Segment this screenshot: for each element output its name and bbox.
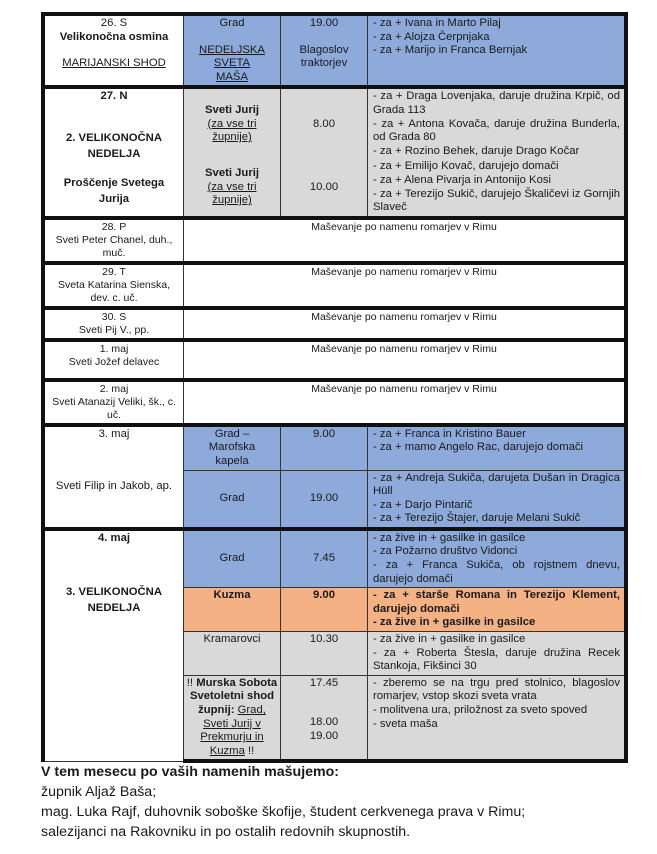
day-feast: 2. VELIKONOČNA NEDELJA [65, 131, 163, 160]
intention: - za žive in + gasilke in gasilce [373, 633, 526, 646]
intention: - za + Draga Lovenjaka, daruje družina Krpič, od Grada 113 [373, 90, 620, 116]
time: 8.00 [313, 117, 335, 130]
intentions-cell [368, 425, 627, 470]
time: 9.00 [313, 589, 335, 602]
day-feast: Sveti Pij V., pp. [78, 323, 150, 336]
day-cell [43, 14, 184, 87]
intention: - za + Antona Kovača, daruje družina Bunderla, od Grada 80 [373, 117, 620, 144]
place-note: (za vse tri župnije) [207, 180, 257, 207]
intention: - za + Rozino Behek, daruje Drago Kočar [373, 144, 580, 157]
mass-schedule-table [41, 12, 628, 763]
day-cell [43, 380, 184, 425]
intention: - za + Marijo in Franca Bernjak [373, 44, 528, 57]
day-row-may-3 [43, 425, 626, 470]
time: 10.30 [309, 633, 339, 646]
intention: - za + Roberta Štesla, daruje družina Recek Stankoja, Fikšinci 30 [373, 646, 620, 673]
day-row-may-2 [43, 380, 626, 425]
time-note: traktorjev [300, 57, 348, 70]
mass-note: Maševanje po namenu romarjev v Rimu [311, 342, 497, 355]
day-date: 4. maj [97, 531, 131, 544]
intentions-cell [368, 588, 627, 632]
place-note: SVETA [213, 57, 251, 70]
time: 19.00 [309, 17, 339, 29]
intention: - za žive in + gasilke in gasilce [373, 616, 536, 629]
day-date: 2. maj [99, 382, 129, 395]
day-feast: Sveti Jožef delavec [68, 355, 160, 368]
day-cell [43, 263, 184, 308]
place-cell [184, 632, 281, 676]
place: Kuzma [213, 589, 251, 602]
time-cell [281, 632, 368, 676]
place-suffix: !! [244, 744, 255, 757]
day-feast: 3. VELIKONOČNA NEDELJA [65, 586, 163, 615]
day-row-30 [43, 308, 626, 340]
day-feast: Sveti Atanazij Veliki, šk., c. uč. [52, 395, 176, 421]
intentions-cell [368, 632, 627, 676]
intention: - za + Ivana in Marto Pilaj [373, 17, 501, 29]
footer-title: V tem mesecu po vaših namenih mašujemo: [41, 764, 340, 780]
intentions-cell [368, 14, 627, 87]
time-cell [281, 14, 368, 87]
place: Sveti Jurij [205, 167, 259, 180]
intention: - za + Andreja Sukiča, darujeta Dušan in Dragica Hüll [373, 471, 620, 498]
day-feast: Sveti Peter Chanel, duh., muč. [55, 233, 173, 259]
place-note: (za vse tri župnije) [207, 117, 257, 144]
place-parishes: Grad, Sveti Jurij v Prekmurju in Kuzma [200, 704, 266, 757]
footer-line: mag. Luka Rajf, duhovnik soboške škofije, študent cerkvenega prava v Rimu; [41, 804, 526, 820]
intentions-cell [368, 675, 627, 761]
place-cell [184, 87, 281, 159]
day-row-26 [43, 14, 626, 87]
time-cell [281, 675, 368, 761]
intention: - sveta maša [373, 717, 438, 730]
intention: - za + Alena Pivarja in Antonijo Kosi [373, 173, 552, 186]
time-cell [281, 159, 368, 217]
day-note: Proščenje Svetega Jurija [63, 176, 165, 205]
day-row-may-1 [43, 340, 626, 380]
place: Murska Sobota Svetoletni shod župnij: [189, 676, 278, 716]
day-cell [43, 529, 184, 762]
day-feast: Sveti Filip in Jakob, ap. [55, 480, 173, 493]
mass-note-cell [184, 263, 627, 308]
place-cell [184, 470, 281, 529]
mass-note-cell [184, 380, 627, 425]
time-note: Blagoslov [299, 43, 349, 56]
mass-note: Maševanje po namenu romarjev v Rimu [311, 220, 497, 233]
day-date: 30. S [101, 310, 127, 323]
intention: - za + Emilijo Kovač, darujejo domači [373, 160, 559, 173]
place: Kramarovci [203, 633, 261, 646]
intentions-cell [368, 159, 627, 217]
day-row-29 [43, 263, 626, 308]
day-feast: Sveta Katarina Sienska, dev. c. uč. [57, 278, 171, 304]
intention: - za + Darjo Pintarič [373, 498, 473, 511]
place-cell [184, 588, 281, 632]
day-row-27 [43, 87, 626, 159]
day-cell [43, 218, 184, 263]
place-cell [184, 159, 281, 217]
intention: - za + Terezijo Sukič, darujejo Škaličevi iz Gornjih Slaveč [373, 187, 620, 214]
intention: - za + Terezijo Štajer, daruje Melani Sukič [373, 512, 581, 525]
place-cell [184, 14, 281, 87]
day-feast: Velikonočna osmina [59, 30, 169, 43]
intention: - molitvena ura, priložnost za sveto spoved [373, 704, 588, 716]
intention: - za + starše Romana in Terezijo Klement, darujejo domači [373, 589, 620, 615]
day-date: 26. S [100, 17, 128, 29]
footer-line: salezijanci na Rakovniku in po ostalih redovnih skupnostih. [41, 824, 411, 840]
footer-line: župnik Aljaž Baša; [41, 784, 157, 800]
day-note: MARIJANSKI SHOD [62, 57, 166, 70]
day-cell [43, 425, 184, 529]
place: Grad [219, 17, 245, 29]
day-date: 29. T [102, 265, 126, 278]
place: Grad – Marofska kapela [208, 427, 256, 467]
intentions-cell [368, 529, 627, 588]
intention: - za Požarno društvo Vidonci [373, 545, 518, 558]
mass-note-cell [184, 218, 627, 263]
time: 19.00 [309, 730, 339, 742]
place: Grad [219, 491, 245, 504]
mass-note: Maševanje po namenu romarjev v Rimu [311, 310, 497, 323]
mass-note-cell [184, 340, 627, 380]
place-note: NEDELJSKA [199, 43, 265, 56]
place-cell [184, 425, 281, 470]
time: 17.45 [309, 676, 339, 689]
place: Sveti Jurij [205, 103, 259, 116]
time-cell [281, 425, 368, 470]
time-cell [281, 588, 368, 632]
day-cell [43, 308, 184, 340]
time-cell [281, 87, 368, 159]
day-cell [43, 87, 184, 217]
intention: - za + Alojza Čerpnjaka [373, 30, 490, 43]
day-date: 1. maj [99, 342, 129, 355]
day-date: 27. N [100, 90, 128, 103]
day-row-may-4 [43, 529, 626, 588]
day-row-28 [43, 218, 626, 263]
footer-note [41, 762, 641, 842]
time: 9.00 [313, 427, 335, 440]
time-cell [281, 470, 368, 529]
intentions-cell [368, 470, 627, 529]
day-cell [43, 340, 184, 380]
intention: - za + Franca Sukiča, ob rojstnem dnevu, darujejo domači [373, 559, 620, 585]
time: 10.00 [309, 180, 339, 193]
place-cell [184, 529, 281, 588]
intention: - za + Franca in Kristino Bauer [373, 427, 526, 440]
mass-note-cell [184, 308, 627, 340]
mass-note: Maševanje po namenu romarjev v Rimu [311, 382, 497, 395]
time: 19.00 [309, 491, 339, 504]
mass-note: Maševanje po namenu romarjev v Rimu [311, 265, 497, 278]
place-prefix: !! [186, 676, 197, 689]
intentions-cell [368, 87, 627, 159]
day-date: 3. maj [98, 427, 130, 440]
time-cell [281, 529, 368, 588]
time: 18.00 [309, 716, 339, 729]
place-note: MAŠA [215, 70, 248, 83]
intention: - zberemo se na trgu pred stolnico, blagoslov romarjev, vstop skozi sveta vrata [373, 676, 620, 703]
intention: - za + mamo Angelo Rac, darujejo domači [373, 441, 584, 454]
place-cell [184, 675, 281, 761]
place: Grad [219, 552, 245, 565]
day-date: 28. P [101, 220, 127, 233]
intention: - za žive in + gasilke in gasilce [373, 531, 526, 544]
time: 7.45 [313, 552, 335, 565]
